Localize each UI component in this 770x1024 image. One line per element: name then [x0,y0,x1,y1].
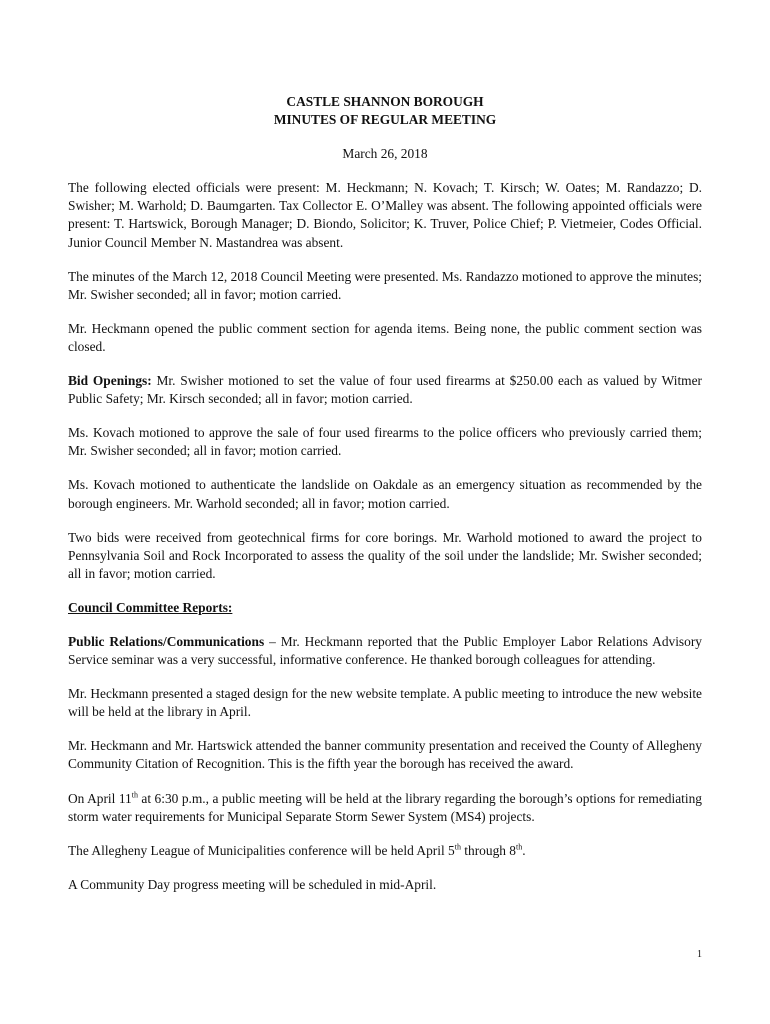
public-relations-text: – Mr. Heckmann reported that the Public Employer Labor Relations Advisory Service seminar was a very successful, informative conference. He thanked borough colleagues for attending. [68,633,702,668]
meeting-date: March 26, 2018 [342,146,428,162]
league-paragraph [68,842,702,860]
attendance-paragraph: The following elected officials were present: M. Heckmann; N. Kovach; T. Kirsch; W. Oates; M. Randazzo; D. Swisher; M. Warhold; D. Baumgarten. Tax Collector E. O’Malley was absent. The following appointed officials were present: T. Hartswick, Borough Manager; D. Biondo, Solicitor; K. Truver, Police Chief; P. Vietmeier, Codes Official. Junior Council Member N. Mastandrea was absent. [68,180,702,250]
public-relations-paragraph [68,633,702,669]
committee-reports-label: Council Committee Reports: [68,599,233,615]
website-paragraph: Mr. Heckmann presented a staged design for the new website template. A public meeting to introduce the new website will be held at the library in April. [68,686,702,720]
league-text-c: . [522,842,526,858]
storm-text-a: On April 11 [68,790,132,806]
league-superscript-1: th [454,842,461,852]
core-borings-paragraph: Two bids were received from geotechnical firms for core borings. Mr. Warhold motioned to award the project to Pennsylvania Soil and Rock Incorporated to assess the quality of the soil under the landslide; Mr. Swisher seconded; all in favor; motion carried. [68,529,702,581]
bid-openings-text: Mr. Swisher motioned to set the value of four used firearms at $250.00 each as valued by Witmer Public Safety; Mr. Kirsch seconded; all in favor; motion carried. [68,373,703,407]
bid-openings-paragraph [68,372,702,408]
document-title: CASTLE SHANNON BOROUGH [286,94,484,109]
league-text-a: The Allegheny League of Municipalities conference will be held April 5 [68,842,455,858]
league-text-b: through 8 [460,842,516,858]
committee-reports-heading [68,599,702,617]
storm-water-paragraph [68,790,702,826]
page-number: 1 [697,948,702,960]
public-relations-label: Public Relations/Communications [68,633,265,649]
storm-superscript: th [131,790,138,800]
league-superscript-2: th [516,842,523,852]
firearms-sale-paragraph: Ms. Kovach motioned to approve the sale of four used firearms to the police officers who previously carried them; Mr. Swisher seconded; all in favor; motion carried. [68,425,702,459]
community-day-paragraph: A Community Day progress meeting will be scheduled in mid-April. [68,876,437,892]
banner-paragraph: Mr. Heckmann and Mr. Hartswick attended the banner community presentation and received the County of Allegheny Community Citation of Recognition. This is the fifth year the borough has received the award. [68,738,702,772]
bid-openings-label: Bid Openings: [68,373,152,389]
landslide-paragraph: Ms. Kovach motioned to authenticate the landslide on Oakdale as an emergency situation as recommended by the borough engineers. Mr. Warhold seconded; all in favor; motion carried. [68,477,702,511]
public-comment-paragraph: Mr. Heckmann opened the public comment section for agenda items. Being none, the public comment section was closed. [68,320,702,354]
storm-text-b: at 6:30 p.m., a public meeting will be held at the library regarding the borough’s options for remediating storm water requirements for Municipal Separate Storm Sewer System (MS4) projects. [68,790,702,824]
minutes-paragraph: The minutes of the March 12, 2018 Council Meeting were presented. Ms. Randazzo motioned to approve the minutes; Mr. Swisher seconded; all in favor; motion carried. [68,268,702,302]
document-subtitle: MINUTES OF REGULAR MEETING [273,112,497,128]
